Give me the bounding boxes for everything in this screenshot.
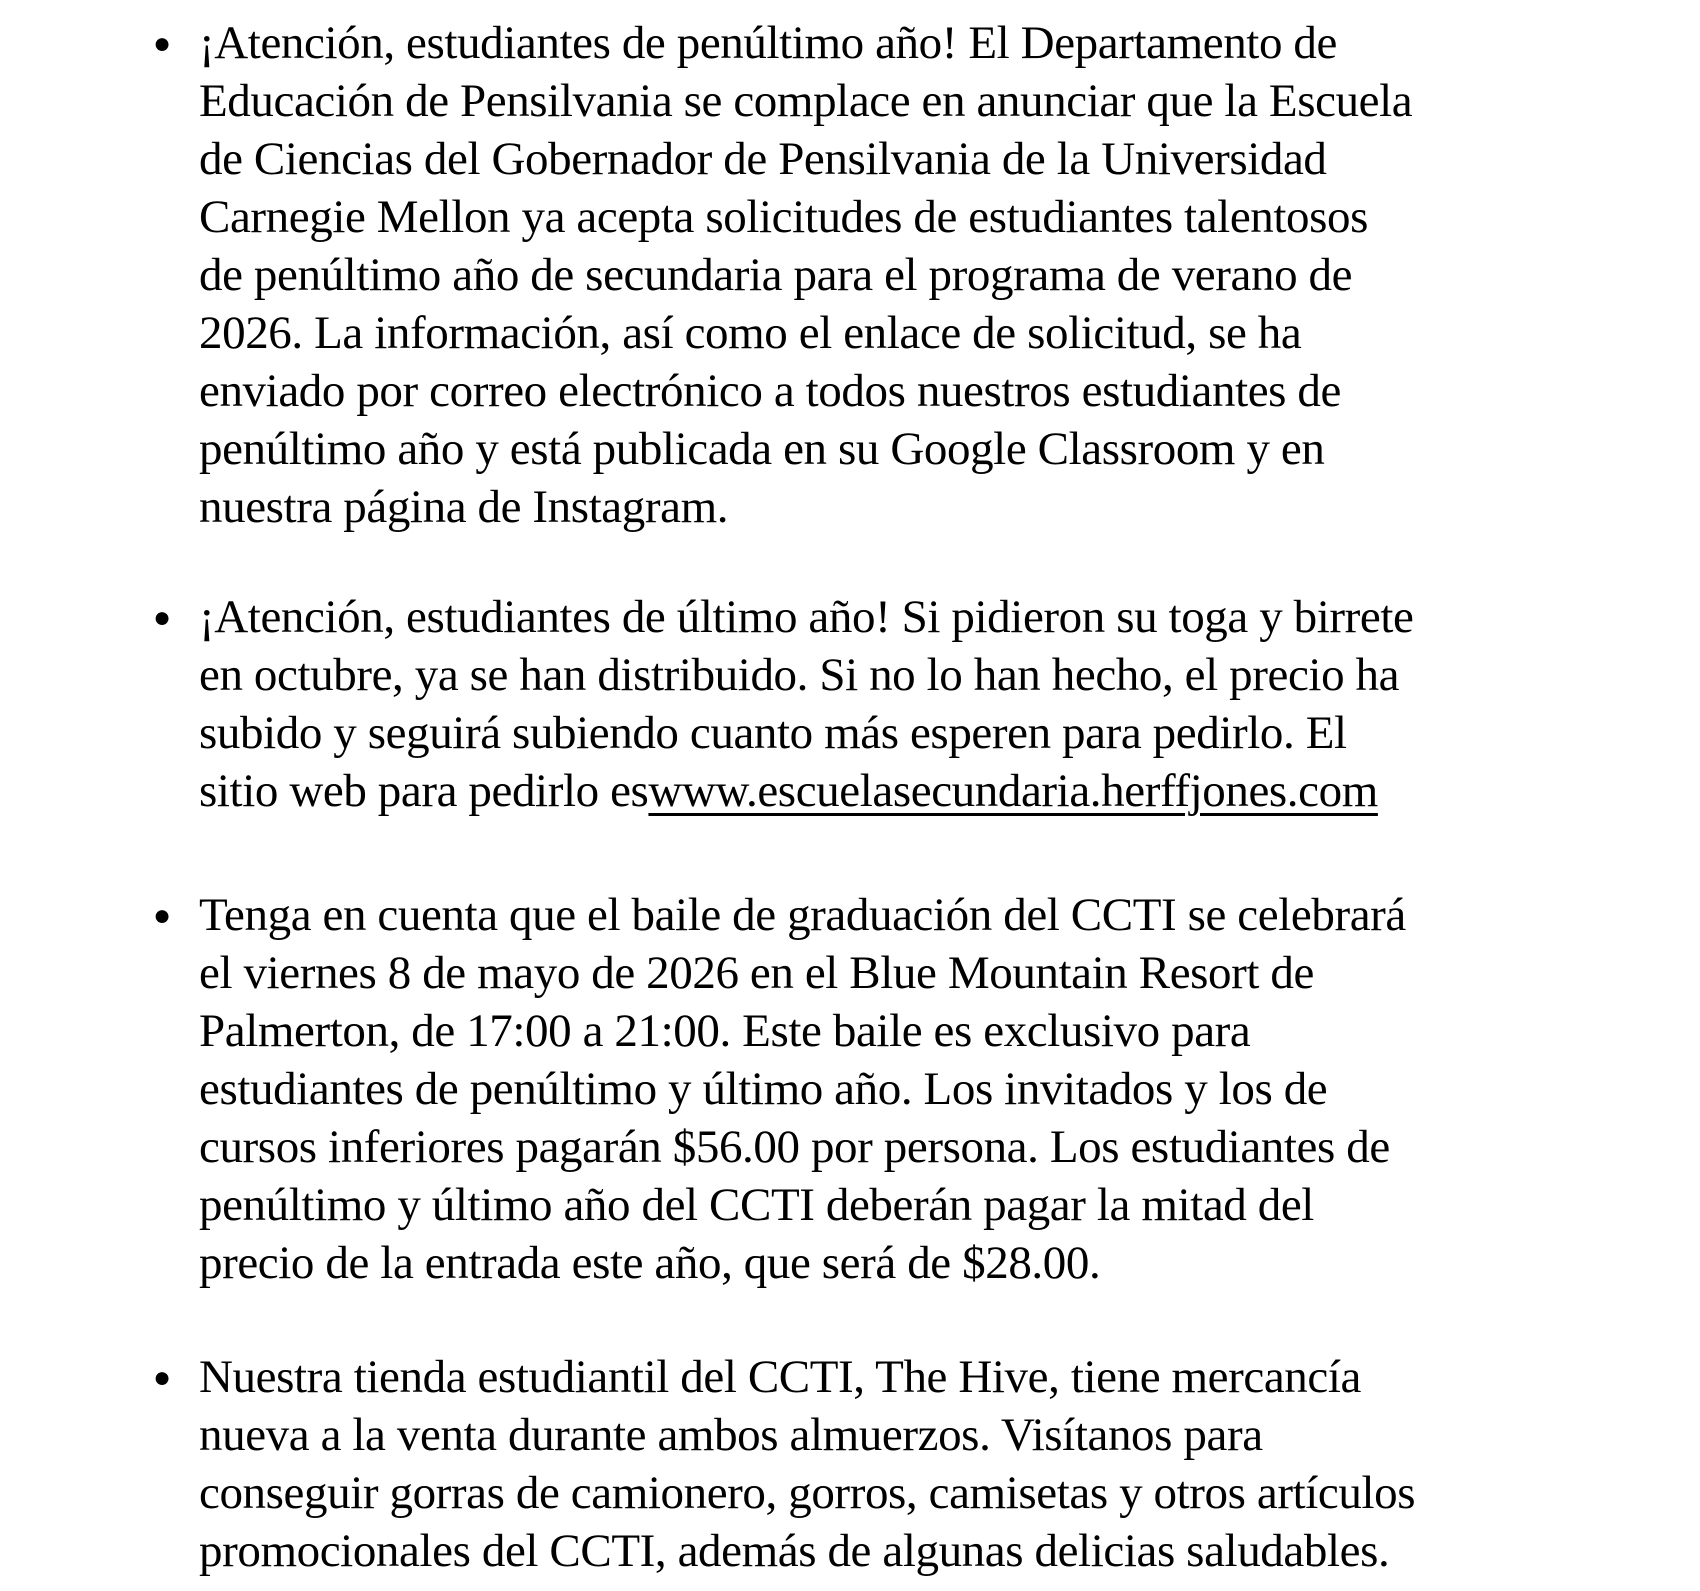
text-line: 2026. La información, así como el enlace de solicitud, se ha xyxy=(199,307,1302,359)
bullet-marker-icon: ● xyxy=(153,899,172,932)
text-line: penúltimo y último año del CCTI deberán pagar la mitad del xyxy=(199,1179,1314,1231)
text-line: Educación de Pensilvania se complace en anunciar que la Escuela xyxy=(199,75,1413,127)
text-line: nuestra página de Instagram. xyxy=(199,481,729,533)
announcements-list xyxy=(153,14,1660,1580)
bullet-marker-icon: ● xyxy=(153,1361,172,1394)
announcement-item xyxy=(153,588,1660,820)
announcement-item xyxy=(153,886,1660,1292)
text-line: ¡Atención, estudiantes de penúltimo año! El Departamento de xyxy=(199,17,1337,69)
text-line xyxy=(199,762,1660,820)
bullet-marker-icon: ● xyxy=(153,27,172,60)
text-line: enviado por correo electrónico a todos nuestros estudiantes de xyxy=(199,365,1341,417)
text-line: ¡Atención, estudiantes de último año! Si pidieron su toga y birrete xyxy=(199,591,1414,643)
text-line: promocionales del CCTI, además de algunas delicias saludables. xyxy=(199,1525,1390,1577)
announcement-item xyxy=(153,1348,1660,1580)
text-line: Palmerton, de 17:00 a 21:00. Este baile es exclusivo para xyxy=(199,1005,1251,1057)
text-line: subido y seguirá subiendo cuanto más esperen para pedirlo. El xyxy=(199,707,1347,759)
announcement-item xyxy=(153,14,1660,536)
text-line: estudiantes de penúltimo y último año. Los invitados y los de xyxy=(199,1063,1328,1115)
text-line: en octubre, ya se han distribuido. Si no lo han hecho, el precio ha xyxy=(199,649,1400,701)
bullet-marker-icon: ● xyxy=(153,601,172,634)
text-line: de Ciencias del Gobernador de Pensilvania de la Universidad xyxy=(199,133,1327,185)
herffjones-order-link[interactable]: www.escuelasecundaria.herffjones.com xyxy=(648,765,1378,817)
text-line: el viernes 8 de mayo de 2026 en el Blue Mountain Resort de xyxy=(199,947,1314,999)
text-line: precio de la entrada este año, que será de $28.00. xyxy=(199,1237,1101,1289)
link-prefix-text: sitio web para pedirlo es xyxy=(199,765,649,817)
text-line: conseguir gorras de camionero, gorros, camisetas y otros artículos xyxy=(199,1467,1416,1519)
text-line: Carnegie Mellon ya acepta solicitudes de estudiantes talentosos xyxy=(199,191,1369,243)
text-line: cursos inferiores pagarán $56.00 por persona. Los estudiantes de xyxy=(199,1121,1390,1173)
text-line: nueva a la venta durante ambos almuerzos. Visítanos para xyxy=(199,1409,1263,1461)
text-line: de penúltimo año de secundaria para el programa de verano de xyxy=(199,249,1353,301)
text-line: Nuestra tienda estudiantil del CCTI, The Hive, tiene mercancía xyxy=(199,1351,1361,1403)
text-line: penúltimo año y está publicada en su Google Classroom y en xyxy=(199,423,1325,475)
text-line: Tenga en cuenta que el baile de graduación del CCTI se celebrará xyxy=(199,889,1406,941)
